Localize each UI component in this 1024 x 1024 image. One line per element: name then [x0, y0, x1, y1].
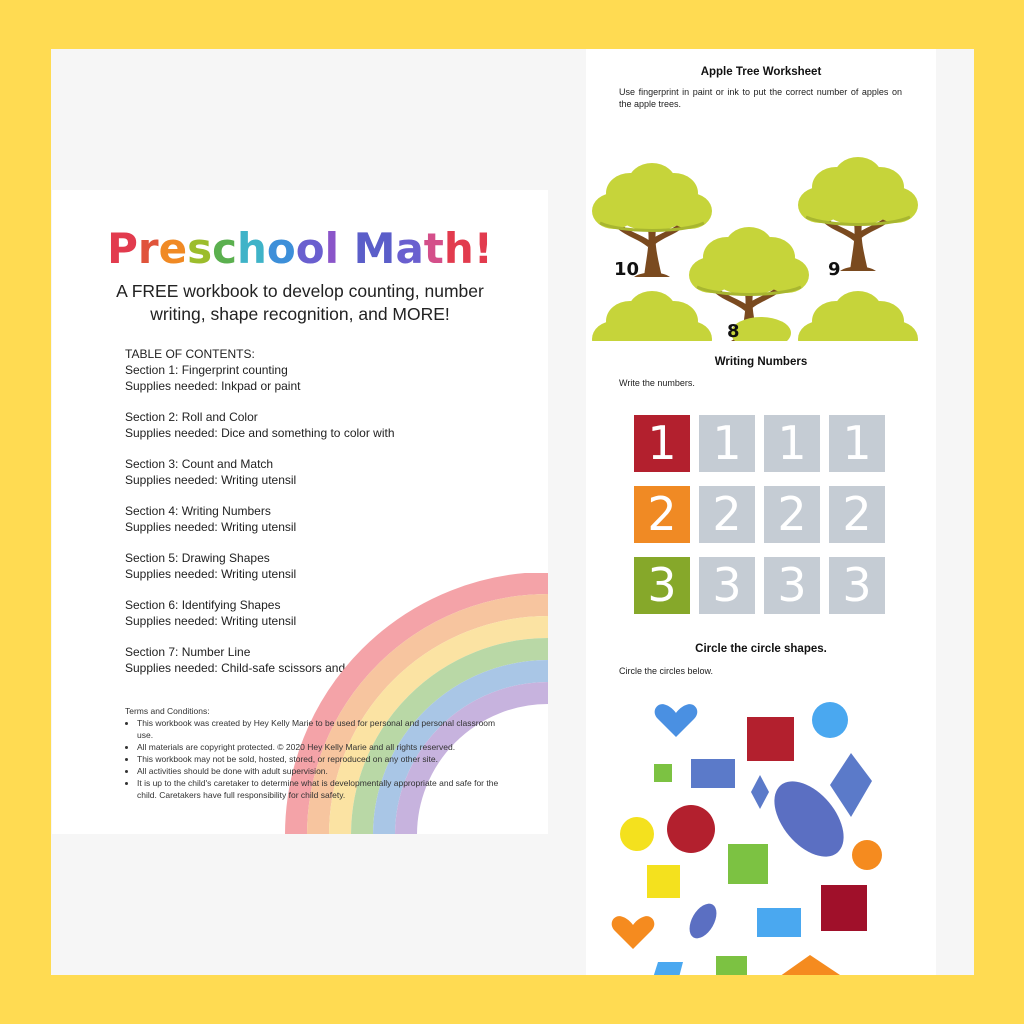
title-letter: e: [158, 224, 188, 273]
square-shape: [716, 956, 747, 975]
ellipse-shape: [684, 899, 722, 943]
title-letter: t: [423, 224, 444, 273]
title-letter: !: [473, 224, 493, 273]
number-trace-cell: 1: [699, 415, 755, 472]
toc-heading: TABLE OF CONTENTS:: [125, 347, 255, 361]
workbook-cover-page: [52, 190, 548, 834]
terms-heading: Terms and Conditions:: [125, 706, 210, 716]
tree-number-8: 8: [727, 321, 740, 341]
section-title: Section 3: Count and Match: [125, 457, 274, 471]
title-letter: c: [212, 224, 237, 273]
toc-section: [125, 409, 525, 456]
section-supplies: Supplies needed: Child-safe scissors and glue: [125, 661, 372, 675]
section-title: Section 7: Number Line: [125, 645, 251, 659]
section-supplies: Supplies needed: Writing utensil: [125, 567, 297, 581]
section-supplies: Supplies needed: Writing utensil: [125, 614, 297, 628]
number-trace-cell: 1: [829, 415, 885, 472]
title-letter: P: [107, 224, 138, 273]
square-shape: [654, 764, 672, 782]
section-title: Section 4: Writing Numbers: [125, 504, 271, 518]
diamond-shape: [751, 775, 769, 809]
rectangle-shape: [691, 759, 735, 788]
triangle-shape: [776, 955, 846, 975]
terms-item: • It is up to the child's caretaker to determine what is developmentally appropriate and safe for the child. Caretakers have full responsibility for child safety.: [137, 777, 505, 801]
section-title: Section 6: Identifying Shapes: [125, 598, 281, 612]
diamond-shape: [830, 753, 872, 817]
terms-item: • This workbook may not be sold, hosted, stored, or reproduced on any other site.: [137, 753, 505, 765]
number-model-cell: 3: [634, 557, 690, 614]
section-supplies: Supplies needed: Inkpad or paint: [125, 379, 301, 393]
apple-tree-instructions: Use fingerprint in paint or ink to put the correct number of apples on the apple trees.: [619, 87, 902, 109]
terms-item: • All materials are copyright protected. © 2020 Hey Kelly Marie and all rights reserved.: [137, 741, 505, 753]
section-supplies: Supplies needed: Writing utensil: [125, 520, 297, 534]
title-letter: h: [236, 224, 267, 273]
writing-numbers-title: Writing Numbers: [714, 356, 808, 368]
title-letter: M: [353, 224, 396, 273]
square-shape: [821, 885, 867, 931]
heart-icon: [612, 916, 655, 949]
terms-and-conditions: [125, 705, 505, 801]
title-letter: l: [324, 224, 340, 273]
apple-trees-illustration: [586, 101, 936, 341]
circle-shape: [620, 817, 654, 851]
circle-shape: [852, 840, 882, 870]
square-shape: [647, 865, 680, 898]
heart-icon: [655, 704, 698, 737]
tree-number-10: 10: [614, 259, 640, 280]
title-letter: s: [187, 224, 213, 273]
number-trace-cell: 3: [829, 557, 885, 614]
number-trace-cell: 3: [764, 557, 820, 614]
section-title: Section 1: Fingerprint counting: [125, 363, 288, 377]
number-trace-cell: 2: [829, 486, 885, 543]
title-letter: o: [266, 224, 296, 273]
parallelogram-shape: [652, 962, 683, 975]
section-title: Section 2: Roll and Color: [125, 410, 258, 424]
title-letter: r: [137, 224, 159, 273]
worksheet-preview-page: [586, 49, 936, 975]
rectangle-shape: [757, 908, 801, 937]
apple-tree-title: Apple Tree Worksheet: [700, 66, 822, 78]
number-model-cell: 2: [634, 486, 690, 543]
workbook-subtitle: A FREE workbook to develop counting, number writing, shape recognition, and MORE!: [116, 281, 484, 324]
workbook-title: [52, 224, 548, 273]
number-trace-cell: 2: [764, 486, 820, 543]
circle-shape: [812, 702, 848, 738]
circle-shape: [667, 805, 715, 853]
writing-numbers-instructions: Write the numbers.: [619, 378, 695, 388]
number-trace-cell: 2: [699, 486, 755, 543]
number-trace-cell: 1: [764, 415, 820, 472]
toc-section: [125, 362, 525, 409]
section-supplies: Supplies needed: Dice and something to color with: [125, 426, 395, 440]
title-letter: a: [395, 224, 424, 273]
section-title: Section 5: Drawing Shapes: [125, 551, 270, 565]
section-supplies: Supplies needed: Writing utensil: [125, 473, 297, 487]
square-shape: [728, 844, 768, 884]
number-trace-cell: 3: [699, 557, 755, 614]
title-letter: [339, 224, 354, 273]
terms-item: • This workbook was created by Hey Kelly Marie to be used for personal and personal classroom use.: [137, 717, 505, 741]
square-shape: [747, 717, 794, 761]
circle-shapes-instructions: Circle the circles below.: [619, 666, 714, 676]
tree-number-9: 9: [828, 259, 841, 280]
title-letter: h: [443, 224, 474, 273]
terms-item: • All activities should be done with adult supervision.: [137, 765, 505, 777]
circle-shapes-title: Circle the circle shapes.: [695, 643, 827, 655]
title-letter: o: [295, 224, 325, 273]
toc-section: [125, 503, 525, 550]
number-model-cell: 1: [634, 415, 690, 472]
shapes-illustration: [586, 689, 936, 975]
toc-section: [125, 456, 525, 503]
